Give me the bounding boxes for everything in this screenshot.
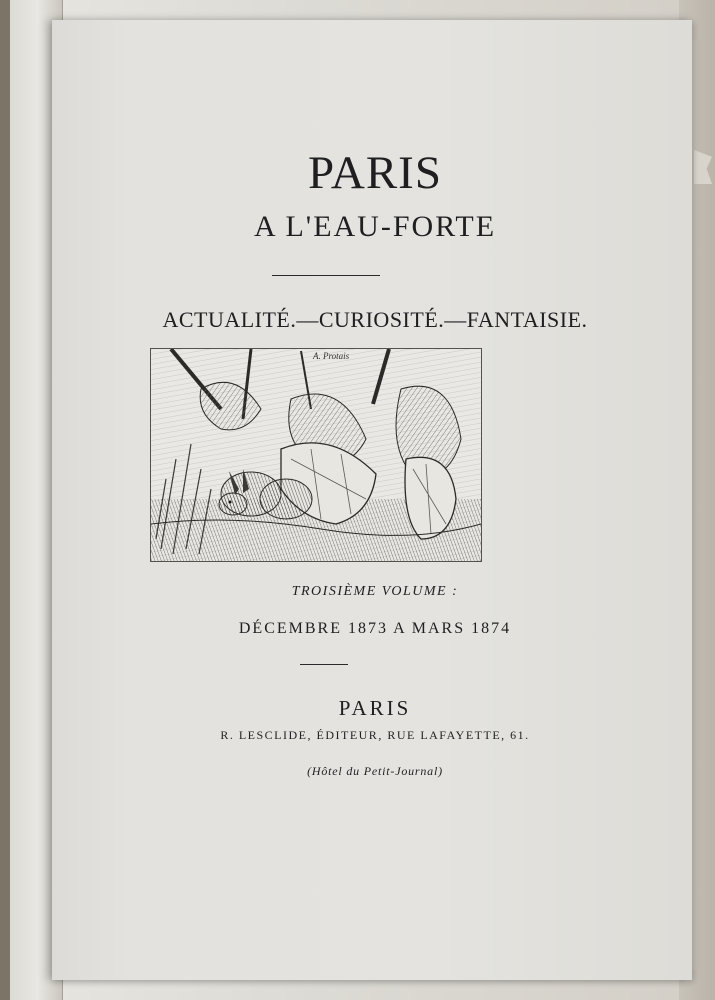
volume-label: TROISIÈME VOLUME : (291, 584, 459, 599)
hotel-line: (Hôtel du Petit-Journal) (307, 764, 443, 778)
book-title: PARIS (308, 147, 442, 199)
title-divider (272, 275, 380, 276)
rabbit-etching (151, 349, 481, 561)
book-cover-edge (0, 0, 10, 1000)
book-subtitle: A L'EAU-FORTE (253, 210, 497, 243)
imprint-city: PARIS (338, 696, 412, 720)
etching-illustration (150, 348, 482, 562)
etching-signature: A. Protais (313, 351, 350, 361)
tagline: ACTUALITÉ.—CURIOSITÉ.—FANTAISIE. (162, 307, 588, 332)
imprint-divider (300, 664, 348, 665)
publisher-line: R. LESCLIDE, ÉDITEUR, RUE LAFAYETTE, 61. (220, 728, 530, 742)
date-range: DÉCEMBRE 1873 A MARS 1874 (238, 620, 512, 637)
